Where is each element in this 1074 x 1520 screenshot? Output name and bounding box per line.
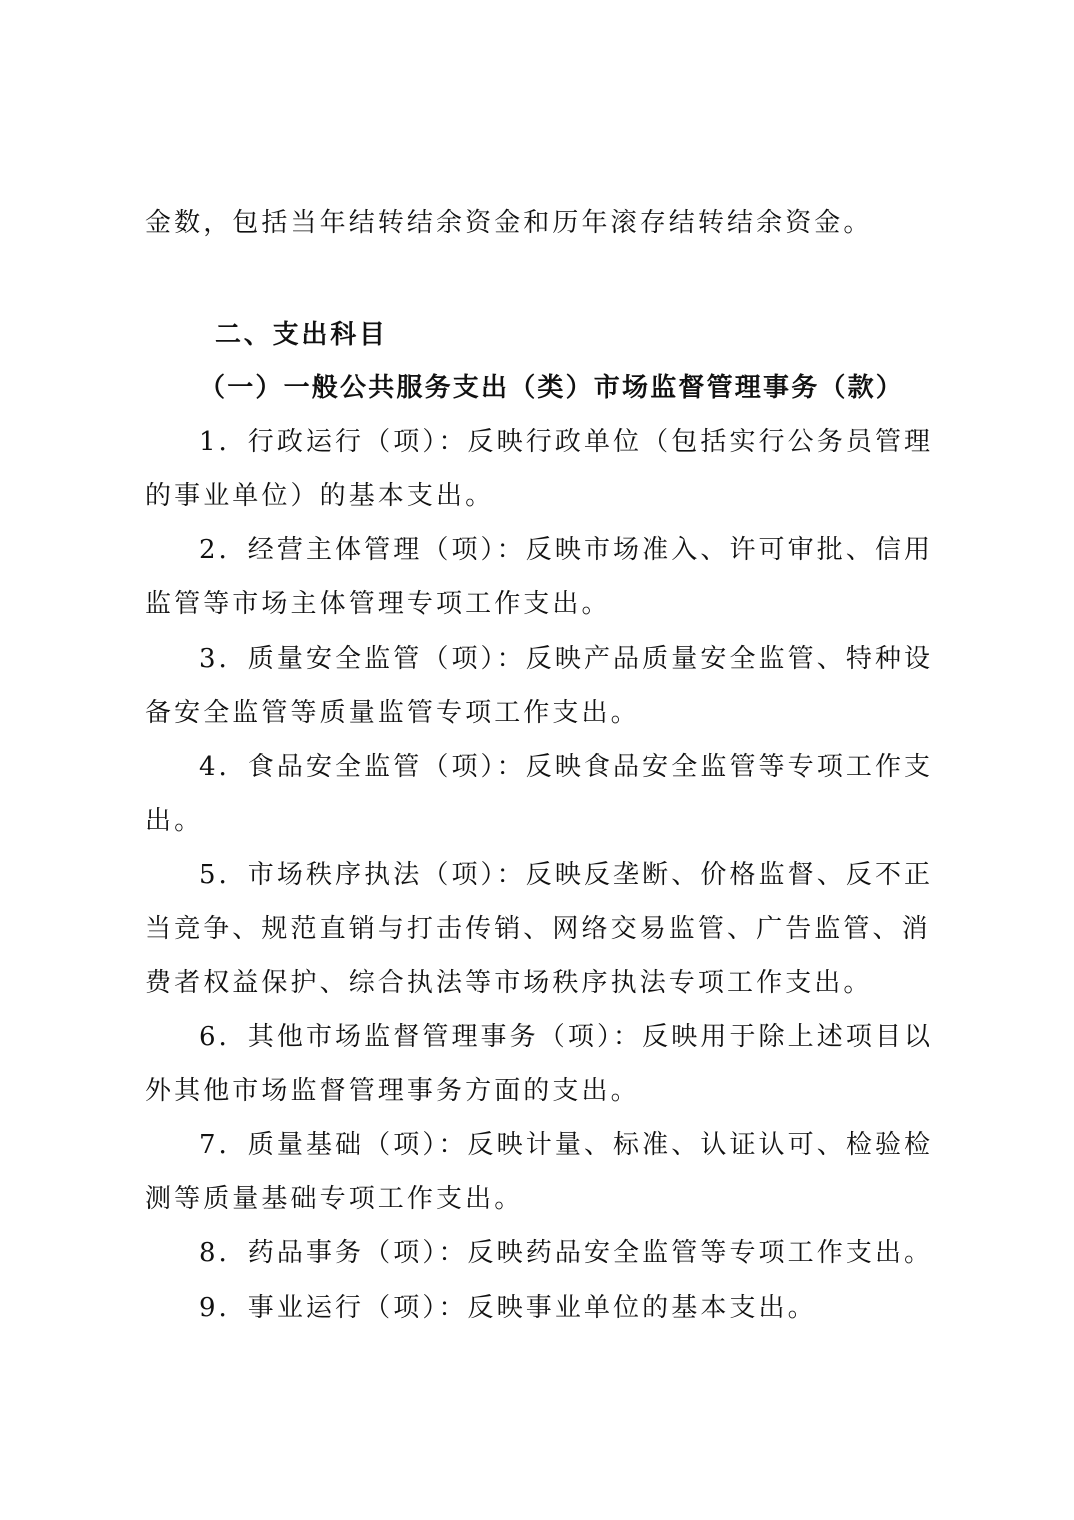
- item-1-line-2: 的事业单位）的基本支出。: [145, 481, 495, 511]
- item-4-line-1: 4．食品安全监管（项）：反映食品安全监管等专项工作支: [199, 752, 934, 782]
- item-5-line-2: 当竞争、规范直销与打击传销、网络交易监管、广告监管、消: [145, 914, 931, 944]
- item-3-line-2: 备安全监管等质量监管专项工作支出。: [145, 698, 640, 728]
- item-9-line-1: 9．事业运行（项）：反映事业单位的基本支出。: [199, 1293, 817, 1323]
- subsection-heading: （一）一般公共服务支出（类）市场监督管理事务（款）: [199, 373, 905, 403]
- item-1-line-1: 1．行政运行（项）：反映行政单位（包括实行公务员管理: [199, 427, 934, 457]
- item-4-line-2: 出。: [145, 806, 204, 836]
- item-7-line-1: 7．质量基础（项）：反映计量、标准、认证认可、检验检: [199, 1130, 934, 1160]
- item-7-line-2: 测等质量基础专项工作支出。: [145, 1184, 524, 1214]
- item-6-line-2: 外其他市场监督管理事务方面的支出。: [145, 1076, 640, 1106]
- item-2-line-1: 2．经营主体管理（项）：反映市场准入、许可审批、信用: [199, 535, 934, 565]
- continuation-text: 金数，包括当年结转结余资金和历年滚存结转结余资金。: [145, 208, 873, 238]
- item-6-line-1: 6．其他市场监督管理事务（项）：反映用于除上述项目以: [199, 1022, 934, 1052]
- item-5-line-3: 费者权益保护、综合执法等市场秩序执法专项工作支出。: [145, 968, 873, 998]
- item-3-line-1: 3．质量安全监管（项）：反映产品质量安全监管、特种设: [199, 644, 934, 674]
- item-2-line-2: 监管等市场主体管理专项工作支出。: [145, 589, 611, 619]
- item-8-line-1: 8．药品事务（项）：反映药品安全监管等专项工作支出。: [199, 1238, 934, 1268]
- section-heading: 二、支出科目: [215, 320, 388, 350]
- item-5-line-1: 5．市场秩序执法（项）：反映反垄断、价格监督、反不正: [199, 860, 934, 890]
